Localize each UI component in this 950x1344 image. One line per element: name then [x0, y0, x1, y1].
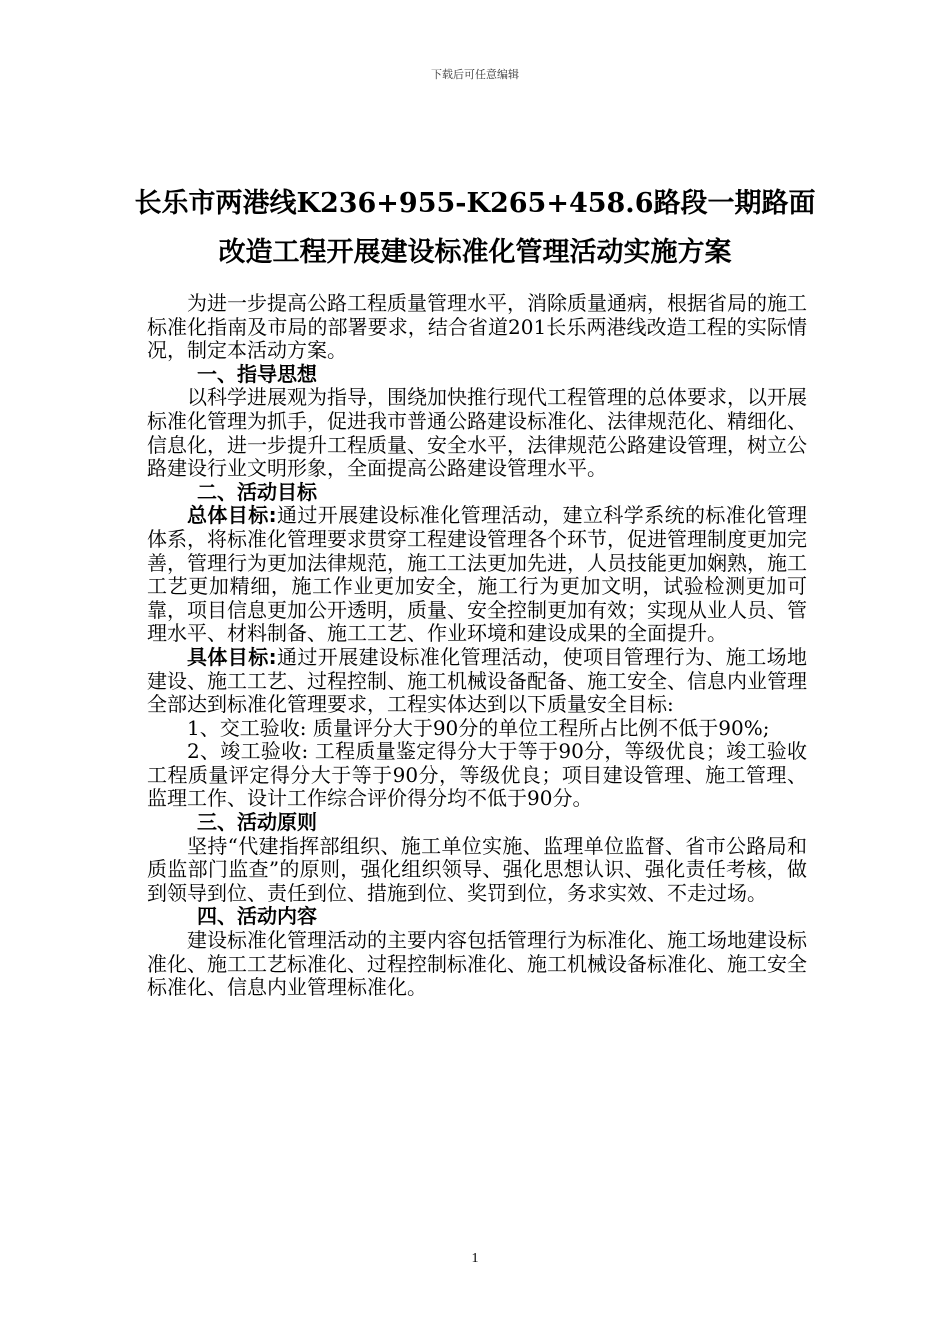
- activity-principles-paragraph: 坚持“代建指挥部组织、施工单位实施、监理单位监督、省市公路局和质监部门监查”的原则，强化组织领导、强化思想认识、强化责任考核，做到领导到位、责任到位、措施到位、奖罚到位，务求实效、不走过场。: [147, 833, 807, 905]
- specific-goal-paragraph: [147, 646, 807, 717]
- document-title-line-2: 改造工程开展建设标准化管理活动实施方案: [218, 237, 732, 268]
- overall-goal-paragraph: [147, 504, 807, 646]
- intro-paragraph: 为进一步提高公路工程质量管理水平，消除质量通病，根据省局的施工标准化指南及市局的部署要求，结合省道201长乐两港线改造工程的实际情况，制定本活动方案。: [147, 291, 807, 363]
- specific-goal-text: 通过开展建设标准化管理活动，使项目管理行为、施工场地建设、施工工艺、过程控制、施工机械设备配备、施工安全、信息内业管理全部达到标准化管理要求，工程实体达到以下质量安全目标:: [147, 644, 808, 717]
- specific-goal-label: 具体目标:: [187, 644, 277, 669]
- section-heading-guiding-ideology: 一、指导思想: [197, 361, 317, 386]
- overall-goal-label: 总体目标:: [187, 503, 277, 528]
- section-heading-activity-goals: 二、活动目标: [197, 479, 317, 504]
- overall-goal-text: 通过开展建设标准化管理活动，建立科学系统的标准化管理体系，将标准化管理要求贯穿工程建设管理各个环节，促进管理制度更加完善，管理行为更加法律规范，施工工法更加先进，人员技能更加娴熟，施工工艺更加精细，施工作业更加安全，施工行为更加文明，试验检测更加可靠，项目信息更加公开透明，质量、安全控制更加有效；实现从业人员、管理水平、材料制备、施工工艺、作业环境和建设成果的全面提升。: [147, 503, 808, 646]
- goal-item-2: 2、竣工验收: 工程质量鉴定得分大于等于90分，等级优良；竣工验收工程质量评定得分大于等于90分，等级优良；项目建设管理、施工管理、监理工作、设计工作综合评价得分均不低于90分。: [147, 739, 807, 811]
- guiding-ideology-paragraph: 以科学进展观为指导，围绕加快推行现代工程管理的总体要求，以开展标准化管理为抓手，促进我市普通公路建设标准化、法律规范化、精细化、信息化，进一步提升工程质量、安全水平，法律规范公路建设管理，树立公路建设行业文明形象，全面提高公路建设管理水平。: [147, 385, 807, 481]
- section-heading-activity-content: 四、活动内容: [197, 904, 317, 929]
- activity-content-paragraph: 建设标准化管理活动的主要内容包括管理行为标准化、施工场地建设标准化、施工工艺标准化、过程控制标准化、施工机械设备标准化、施工安全标准化、信息内业管理标准化。: [147, 928, 807, 1000]
- document-body: [147, 292, 807, 1000]
- document-title-line-1: 长乐市两港线K236+955-K265+458.6路段一期路面: [134, 188, 816, 219]
- page-number: 1: [471, 1251, 479, 1266]
- header-note: 下载后可任意编辑: [431, 68, 519, 81]
- section-heading-activity-principles: 三、活动原则: [197, 810, 317, 835]
- goal-item-1: 1、交工验收: 质量评分大于90分的单位工程所占比例不低于90%;: [187, 715, 770, 740]
